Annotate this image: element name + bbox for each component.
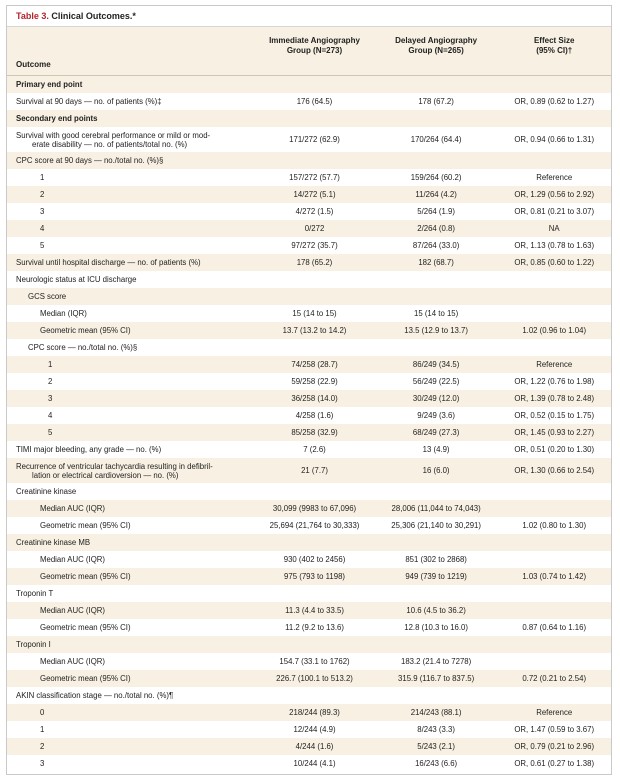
cell-delayed: 87/264 (33.0) [412,241,460,250]
row-label: Secondary end points [16,114,98,123]
table-row [7,373,611,390]
table-row [7,407,611,424]
row-label: Geometric mean (95% CI) [40,326,131,335]
cell-delayed: 16/243 (6.6) [415,759,458,768]
row-label: Geometric mean (95% CI) [40,623,131,632]
table-row [7,738,611,755]
row-label: 1 [40,173,45,182]
table-row [7,458,611,483]
table-row [7,619,611,636]
header-outcome: Outcome [16,60,51,69]
table-row [7,339,611,356]
row-label: Median AUC (IQR) [40,657,105,666]
cell-effect-size: OR, 0.89 (0.62 to 1.27) [514,97,595,106]
row-label: AKIN classification stage — no./total no. (%)¶ [16,691,174,700]
row-label: lation or electrical cardioversion — no. (%) [32,470,179,480]
row-label: Median AUC (IQR) [40,504,105,513]
table-row [7,254,611,271]
cell-immediate: 178 (65.2) [296,258,333,267]
cell-delayed: 949 (739 to 1219) [405,572,467,581]
row-label: Creatinine kinase MB [16,538,91,547]
row-label: TIMI major bleeding, any grade — no. (%) [16,445,162,454]
table-row [7,517,611,534]
row-label: Primary end point [16,80,83,89]
cell-delayed: 315.9 (116.7 to 837.5) [398,674,475,683]
table-row [7,534,611,551]
table-header [7,27,611,76]
table-row [7,670,611,687]
clinical-outcomes-table [6,5,612,775]
row-label: CPC score — no./total no. (%)§ [28,343,138,352]
row-label: GCS score [28,292,67,301]
cell-effect-size: 1.03 (0.74 to 1.42) [522,572,587,581]
row-label: 4 [40,224,45,233]
row-label: Survival with good cerebral performance or mild or mod- [16,130,211,140]
cell-delayed: 183.2 (21.4 to 7278) [401,657,472,666]
cell-effect-size: Reference [536,708,573,717]
table-row [7,390,611,407]
row-label: Survival at 90 days — no. of patients (%)‡ [16,97,162,106]
table-row [7,322,611,339]
row-label: Median AUC (IQR) [40,606,105,615]
cell-effect-size: OR, 0.79 (0.21 to 2.96) [514,742,595,751]
table-row [7,288,611,305]
row-label: 4 [48,411,53,420]
row-label: 3 [40,207,45,216]
row-label: erate disability — no. of patients/total no. (%) [32,139,188,149]
table-row [7,93,611,110]
table-row [7,271,611,288]
cell-effect-size: 1.02 (0.80 to 1.30) [522,521,587,530]
cell-immediate: 226.7 (100.1 to 513.2) [276,674,353,683]
cell-effect-size: OR, 1.47 (0.59 to 3.67) [514,725,595,734]
cell-delayed: 30/249 (12.0) [412,394,460,403]
cell-effect-size: OR, 1.45 (0.93 to 2.27) [514,428,595,437]
cell-immediate: 11.2 (9.2 to 13.6) [285,623,344,632]
row-label: 3 [48,394,53,403]
cell-delayed: 10.6 (4.5 to 36.2) [406,606,466,615]
cell-effect-size: Reference [536,173,573,182]
cell-immediate: 0/272 [304,224,325,233]
cell-immediate: 25,694 (21,764 to 30,333) [269,521,360,530]
cell-effect-size: OR, 1.39 (0.78 to 2.48) [514,394,595,403]
table-row [7,687,611,704]
cell-effect-size: 0.87 (0.64 to 1.16) [522,623,587,632]
cell-effect-size: OR, 1.29 (0.56 to 2.92) [514,190,595,199]
cell-delayed: 5/264 (1.9) [417,207,455,216]
cell-delayed: 12.8 (10.3 to 16.0) [404,623,468,632]
cell-delayed: 15 (14 to 15) [414,309,459,318]
row-label: 1 [40,725,45,734]
cell-delayed: 159/264 (60.2) [410,173,462,182]
table-row [7,653,611,670]
table-row [7,636,611,653]
row-label: Geometric mean (95% CI) [40,572,131,581]
row-label: Neurologic status at ICU discharge [16,275,137,284]
table-row [7,585,611,602]
row-label: Median (IQR) [40,309,87,318]
row-label: Recurrence of ventricular tachycardia resulting in defibril- [16,461,213,471]
cell-delayed: 182 (68.7) [418,258,454,267]
cell-delayed: 11/264 (4.2) [415,190,457,199]
cell-immediate: 154.7 (33.1 to 1762) [279,657,350,666]
row-label: 2 [40,190,45,199]
table-row [7,305,611,322]
cell-delayed: 214/243 (88.1) [410,708,462,717]
cell-effect-size: OR, 0.85 (0.60 to 1.22) [514,258,595,267]
cell-immediate: 74/258 (28.7) [291,360,338,369]
row-label: Troponin T [16,589,54,598]
cell-delayed: 28,006 (11,044 to 74,043) [391,504,481,513]
row-label: 5 [48,428,53,437]
cell-effect-size: OR, 1.22 (0.76 to 1.98) [514,377,595,386]
section-row-secondary [7,110,611,127]
table-body [7,76,611,772]
cell-immediate: 36/258 (14.0) [291,394,338,403]
cell-immediate: 11.3 (4.4 to 33.5) [285,606,344,615]
cell-delayed: 9/249 (3.6) [417,411,455,420]
cell-delayed: 8/243 (3.3) [417,725,455,734]
cell-effect-size: 1.02 (0.96 to 1.04) [522,326,587,335]
row-label: 2 [40,742,45,751]
row-label [7,131,254,149]
cell-delayed: 178 (67.2) [418,97,454,106]
table-row [7,721,611,738]
cell-effect-size: OR, 0.52 (0.15 to 1.75) [514,411,595,420]
table-caption: Clinical Outcomes.* [51,11,136,21]
table-row [7,424,611,441]
cell-delayed: 68/249 (27.3) [412,428,460,437]
header-effect-size: Effect Size (95% CI)† [533,36,575,55]
cell-immediate: 4/244 (1.6) [295,742,334,751]
cell-immediate: 4/272 (1.5) [295,207,334,216]
cell-delayed: 25,306 (21,140 to 30,291) [391,521,481,530]
row-label: 2 [48,377,53,386]
cell-immediate: 930 (402 to 2456) [283,555,346,564]
table-row [7,186,611,203]
table-row [7,127,611,152]
cell-effect-size: NA [548,224,560,233]
cell-immediate: 85/258 (32.9) [291,428,338,437]
cell-immediate: 218/244 (89.3) [289,708,340,717]
table-row [7,356,611,373]
cell-effect-size: OR, 1.30 (0.66 to 2.54) [514,466,595,475]
section-row-primary [7,76,611,93]
row-label: Creatinine kinase [16,487,77,496]
cell-immediate: 975 (793 to 1198) [284,572,346,581]
cell-immediate: 4/258 (1.6) [295,411,334,420]
cell-immediate: 21 (7.7) [301,466,328,475]
table-row [7,704,611,721]
cell-immediate: 10/244 (4.1) [293,759,336,768]
row-label: 3 [40,759,45,768]
cell-immediate: 157/272 (57.7) [289,173,340,182]
row-label: Troponin I [16,640,51,649]
cell-effect-size: OR, 1.13 (0.78 to 1.63) [514,241,595,250]
cell-effect-size: OR, 0.61 (0.27 to 1.38) [514,759,595,768]
table-row [7,568,611,585]
row-label: CPC score at 90 days — no./total no. (%)§ [16,156,164,165]
cell-delayed: 170/264 (64.4) [410,135,462,144]
cell-immediate: 171/272 (62.9) [289,135,340,144]
table-row [7,169,611,186]
cell-delayed: 2/264 (0.8) [417,224,455,233]
cell-effect-size: Reference [536,360,573,369]
table-row [7,500,611,517]
row-label: Median AUC (IQR) [40,555,105,564]
cell-immediate: 15 (14 to 15) [292,309,337,318]
row-label: 1 [48,360,53,369]
cell-effect-size: OR, 0.94 (0.66 to 1.31) [514,135,595,144]
table-row [7,237,611,254]
table-row [7,602,611,619]
cell-immediate: 13.7 (13.2 to 14.2) [282,326,347,335]
cell-immediate: 30,099 (9983 to 67,096) [272,504,357,513]
table-row [7,203,611,220]
table-row [7,755,611,772]
cell-delayed: 16 (6.0) [422,466,450,475]
cell-delayed: 851 (302 to 2868) [405,555,467,564]
table-row [7,483,611,500]
cell-effect-size: OR, 0.81 (0.21 to 3.07) [514,207,595,216]
cell-effect-size: OR, 0.51 (0.20 to 1.30) [514,445,595,454]
table-row [7,220,611,237]
cell-delayed: 86/249 (34.5) [412,360,460,369]
cell-delayed: 13 (4.9) [422,445,450,454]
cell-immediate: 97/272 (35.7) [291,241,338,250]
table-title [7,6,611,27]
table-number: Table 3. [16,11,49,21]
table-row [7,152,611,169]
cell-immediate: 176 (64.5) [296,97,333,106]
table-row [7,551,611,568]
cell-delayed: 13.5 (12.9 to 13.7) [404,326,468,335]
row-label: Survival until hospital discharge — no. of patients (%) [16,258,201,267]
cell-delayed: 5/243 (2.1) [417,742,455,751]
cell-immediate: 59/258 (22.9) [291,377,338,386]
table-row [7,441,611,458]
header-delayed: Delayed Angiography Group (N=265) [395,36,478,55]
row-label: Geometric mean (95% CI) [40,521,131,530]
header-immediate: Immediate Angiography Group (N=273) [269,36,360,55]
cell-immediate: 12/244 (4.9) [293,725,336,734]
cell-effect-size: 0.72 (0.21 to 2.54) [522,674,587,683]
row-label: 5 [40,241,45,250]
row-label: 0 [40,708,45,717]
row-label: Geometric mean (95% CI) [40,674,131,683]
cell-immediate: 7 (2.6) [303,445,326,454]
cell-immediate: 14/272 (5.1) [293,190,336,199]
row-label [7,462,254,480]
cell-delayed: 56/249 (22.5) [412,377,460,386]
